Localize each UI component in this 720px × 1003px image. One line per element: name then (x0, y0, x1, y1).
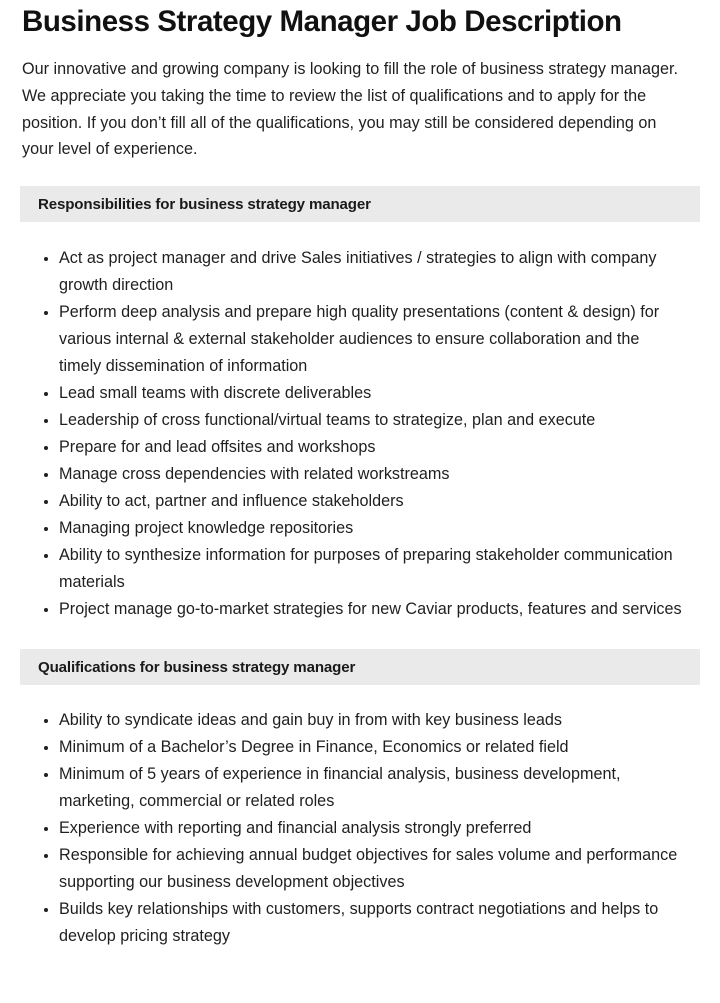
qualifications-heading-label: Qualifications for business strategy manager (38, 658, 356, 676)
list-item: Ability to syndicate ideas and gain buy in from with key business leads (22, 707, 698, 734)
list-item: Prepare for and lead offsites and workshops (22, 434, 698, 461)
list-item: Managing project knowledge repositories (22, 515, 698, 542)
list-item: Lead small teams with discrete deliverables (22, 380, 698, 407)
list-item: Experience with reporting and financial analysis strongly preferred (22, 815, 698, 842)
responsibilities-section-header (20, 186, 700, 222)
list-item: Ability to act, partner and influence stakeholders (22, 488, 698, 515)
qualifications-section (22, 649, 698, 950)
list-item: Responsible for achieving annual budget objectives for sales volume and performance supporting our business development objectives (22, 842, 698, 896)
list-item: Builds key relationships with customers, supports contract negotiations and helps to develop pricing strategy (22, 896, 698, 950)
responsibilities-section (22, 186, 698, 623)
responsibilities-list (22, 222, 698, 623)
intro-paragraph: Our innovative and growing company is looking to fill the role of business strategy manager. We appreciate you taking the time to review the list of qualifications and to apply for the position. If you don’t fill all of the qualifications, you may still be considered depending on your level of experience. (22, 60, 678, 159)
list-item: Ability to synthesize information for purposes of preparing stakeholder communication materials (22, 542, 698, 596)
list-item: Leadership of cross functional/virtual teams to strategize, plan and execute (22, 407, 698, 434)
qualifications-list (22, 685, 698, 950)
list-item: Project manage go-to-market strategies for new Caviar products, features and services (22, 596, 698, 623)
responsibilities-heading-label: Responsibilities for business strategy manager (38, 195, 371, 213)
list-item: Perform deep analysis and prepare high quality presentations (content & design) for various internal & external stakeholder audiences to ensure collaboration and the timely dissemination of information (22, 299, 698, 380)
list-item: Act as project manager and drive Sales initiatives / strategies to align with company growth direction (22, 245, 698, 299)
list-item: Minimum of a Bachelor’s Degree in Finance, Economics or related field (22, 734, 698, 761)
qualifications-section-header (20, 649, 700, 685)
list-item: Manage cross dependencies with related workstreams (22, 461, 698, 488)
list-item: Minimum of 5 years of experience in financial analysis, business development, marketing, commercial or related roles (22, 761, 698, 815)
page-title: Business Strategy Manager Job Description (22, 5, 622, 38)
